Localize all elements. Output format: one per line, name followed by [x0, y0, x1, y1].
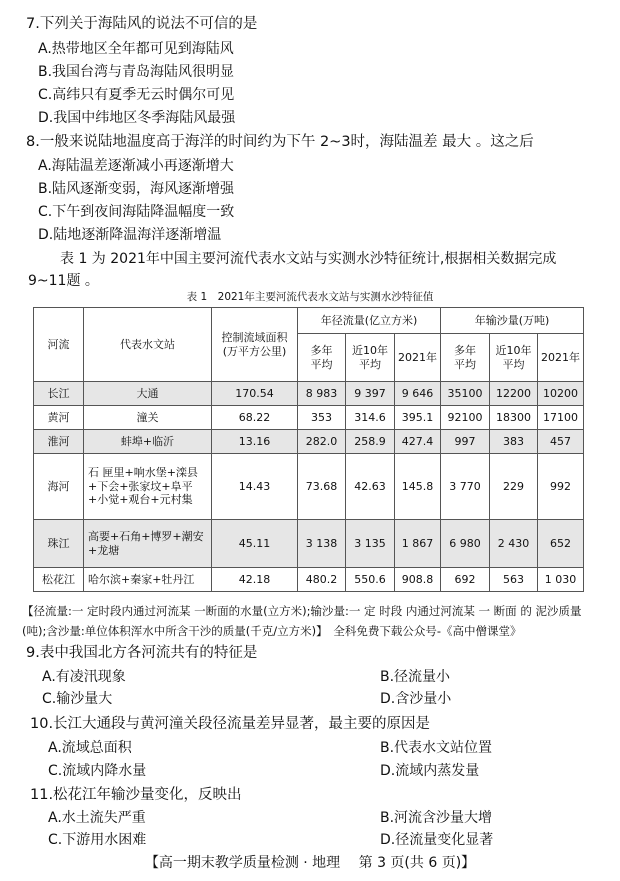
- q8-stem: 8.一般来说陆地温度高于海洋的时间约为下午 2~3时，海陆温差 最大 。这之后: [26, 134, 534, 150]
- cell-sediment-2021: 457: [538, 430, 584, 454]
- cell-sediment-10yr: 383: [490, 430, 538, 454]
- cell-runoff-10yr: 550.6: [346, 568, 395, 592]
- q10-stem: 10.长江大通段与黄河潼关段径流量差异显著，最主要的原因是: [30, 716, 431, 732]
- cell-runoff-longterm: 353: [298, 406, 346, 430]
- cell-area: 170.54: [212, 382, 298, 406]
- q11-option-d: D.径流量变化显著: [380, 832, 494, 848]
- q9-stem: 9.表中我国北方各河流共有的特征是: [26, 645, 258, 661]
- cell-river: 淮河: [34, 430, 84, 454]
- header-runoff-longterm: 多年平均: [298, 334, 346, 382]
- cell-runoff-2021: 908.8: [395, 568, 441, 592]
- cell-sediment-longterm: 3 770: [441, 454, 490, 520]
- table-row: [34, 454, 584, 520]
- cell-runoff-2021: 145.8: [395, 454, 441, 520]
- q7-option-a: A.热带地区全年都可见到海陆风: [38, 41, 234, 57]
- q10-option-b: B.代表水文站位置: [380, 740, 493, 756]
- cell-sediment-longterm: 35100: [441, 382, 490, 406]
- cell-runoff-2021: 1 867: [395, 520, 441, 568]
- page-footer: 【高一期末教学质量检测 · 地理 第 3 页(共 6 页)】: [144, 855, 476, 871]
- cell-runoff-2021: 395.1: [395, 406, 441, 430]
- cell-runoff-longterm: 73.68: [298, 454, 346, 520]
- cell-sediment-2021: 1 030: [538, 568, 584, 592]
- cell-sediment-2021: 652: [538, 520, 584, 568]
- q8-option-a: A.海陆温差逐渐减小再逐渐增大: [38, 158, 234, 174]
- q9-option-c: C.输沙量大: [42, 691, 113, 707]
- header-runoff: 年径流量(亿立方米): [298, 308, 441, 334]
- q10-option-d: D.流域内蒸发量: [380, 763, 480, 779]
- header-sediment-10yr: 近10年平均: [490, 334, 538, 382]
- cell-station: 高要+石角+博罗+潮安+龙塘: [84, 520, 212, 568]
- cell-runoff-10yr: 42.63: [346, 454, 395, 520]
- q11-stem: 11.松花江年输沙量变化，反映出: [30, 787, 242, 803]
- cell-river: 长江: [34, 382, 84, 406]
- cell-area: 14.43: [212, 454, 298, 520]
- cell-river: 松花江: [34, 568, 84, 592]
- cell-river: 珠江: [34, 520, 84, 568]
- cell-river: 黄河: [34, 406, 84, 430]
- cell-sediment-10yr: 18300: [490, 406, 538, 430]
- cell-runoff-longterm: 282.0: [298, 430, 346, 454]
- cell-runoff-10yr: 9 397: [346, 382, 395, 406]
- table-row: [34, 430, 584, 454]
- definition-note: 【径流量:一 定时段内通过河流某 一断面的水量(立方米);输沙量:一 定 时段 内通过河流某 一 断面 的 泥沙质量(吨);含沙量:单位体积浑水中所含干沙的质量(千克/立方米)】 全科免费下载公众号-《高中僧课堂》: [22, 604, 582, 638]
- cell-station: 潼关: [84, 406, 212, 430]
- table-row: [34, 382, 584, 406]
- header-sediment: 年输沙量(万吨): [441, 308, 584, 334]
- q9-option-a: A.有凌汛现象: [42, 669, 126, 685]
- cell-runoff-10yr: 3 135: [346, 520, 395, 568]
- table-intro-line1: 表 1 为 2021年中国主要河流代表水文站与实测水沙特征统计,根据相关数据完成: [60, 251, 557, 267]
- q8-option-b: B.陆风逐渐变弱，海风逐渐增强: [38, 181, 235, 197]
- cell-sediment-10yr: 12200: [490, 382, 538, 406]
- cell-sediment-longterm: 997: [441, 430, 490, 454]
- q9-option-b: B.径流量小: [380, 669, 451, 685]
- q11-option-b: B.河流含沙量大增: [380, 810, 493, 826]
- cell-station: 哈尔滨+秦家+牡丹江: [84, 568, 212, 592]
- cell-sediment-longterm: 92100: [441, 406, 490, 430]
- header-area: 控制流域面积(万平方公里): [212, 308, 298, 382]
- q7-option-d: D.我国中纬地区冬季海陆风最强: [38, 110, 236, 126]
- q11-option-c: C.下游用水困难: [48, 832, 147, 848]
- cell-area: 42.18: [212, 568, 298, 592]
- cell-runoff-longterm: 480.2: [298, 568, 346, 592]
- q7-option-b: B.我国台湾与青岛海陆风很明显: [38, 64, 235, 80]
- cell-runoff-longterm: 8 983: [298, 382, 346, 406]
- cell-area: 68.22: [212, 406, 298, 430]
- q10-option-a: A.流域总面积: [48, 740, 132, 756]
- header-station: 代表水文站: [84, 308, 212, 382]
- cell-sediment-10yr: 229: [490, 454, 538, 520]
- cell-runoff-2021: 9 646: [395, 382, 441, 406]
- q7-stem: 7.下列关于海陆风的说法不可信的是: [26, 16, 258, 32]
- table-row: [34, 406, 584, 430]
- q9-option-d: D.含沙量小: [380, 691, 452, 707]
- q11-option-a: A.水土流失严重: [48, 810, 146, 826]
- cell-runoff-10yr: 314.6: [346, 406, 395, 430]
- q8-option-d: D.陆地逐渐降温海洋逐渐增温: [38, 227, 222, 243]
- cell-runoff-2021: 427.4: [395, 430, 441, 454]
- header-runoff-10yr: 近10年平均: [346, 334, 395, 382]
- table-caption: 表 1 2021年主要河流代表水文站与实测水沙特征值: [186, 291, 434, 303]
- cell-sediment-2021: 10200: [538, 382, 584, 406]
- hydrology-table: [33, 307, 584, 592]
- cell-runoff-10yr: 258.9: [346, 430, 395, 454]
- header-river: 河流: [34, 308, 84, 382]
- header-sediment-longterm: 多年平均: [441, 334, 490, 382]
- cell-sediment-longterm: 692: [441, 568, 490, 592]
- cell-station: 蚌埠+临沂: [84, 430, 212, 454]
- q8-option-c: C.下午到夜间海陆降温幅度一致: [38, 204, 235, 220]
- cell-sediment-2021: 992: [538, 454, 584, 520]
- table-intro-line2: 9~11题 。: [28, 273, 99, 289]
- cell-area: 45.11: [212, 520, 298, 568]
- cell-river: 海河: [34, 454, 84, 520]
- cell-station: 石 匣里+响水堡+滦县+下会+张家坟+阜平+小觉+观台+元村集: [84, 454, 212, 520]
- cell-station: 大通: [84, 382, 212, 406]
- header-sediment-2021: 2021年: [538, 334, 584, 382]
- cell-area: 13.16: [212, 430, 298, 454]
- cell-sediment-10yr: 563: [490, 568, 538, 592]
- q7-option-c: C.高纬只有夏季无云时偶尔可见: [38, 87, 235, 103]
- cell-sediment-10yr: 2 430: [490, 520, 538, 568]
- header-runoff-2021: 2021年: [395, 334, 441, 382]
- table-row: [34, 520, 584, 568]
- cell-runoff-longterm: 3 138: [298, 520, 346, 568]
- cell-sediment-2021: 17100: [538, 406, 584, 430]
- table-row: [34, 568, 584, 592]
- cell-sediment-longterm: 6 980: [441, 520, 490, 568]
- q10-option-c: C.流域内降水量: [48, 763, 147, 779]
